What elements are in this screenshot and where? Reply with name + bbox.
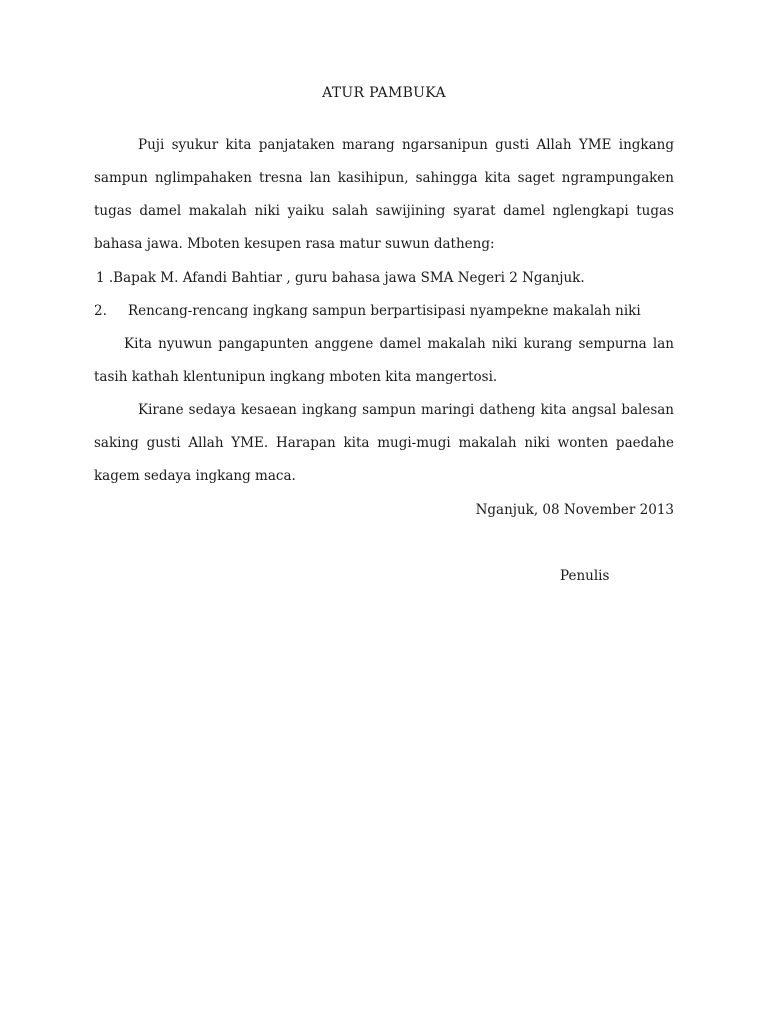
paragraph-closing: Kirane sedaya kesaean ingkang sampun maringi datheng kita angsal balesan saking gusti Allah YME. Harapan kita mugi-mugi makalah niki wonten paedahe kagem sedaya ingkang maca.: [94, 402, 674, 484]
paragraph-apology: Kita nyuwun pangapunten anggene damel makalah niki kurang sempurna lan tasih kathah klentunipun ingkang mboten kita mangertosi.: [94, 336, 674, 385]
paragraph-opening: Puji syukur kita panjataken marang ngarsanipun gusti Allah YME ingkang sampun nglimpahaken tresna lan kasihipun, sahingga kita saget ngrampungaken tugas damel makalah niki yaiku salah sawijining syarat damel nglengkapi tugas bahasa jawa. Mboten kesupen rasa matur suwun datheng:: [94, 137, 674, 252]
list-item-2-number: 2.: [94, 303, 107, 319]
list-item-2: [94, 295, 674, 328]
list-item-1: 1 .Bapak M. Afandi Bahtiar , guru bahasa jawa SMA Negeri 2 Nganjuk.: [96, 270, 585, 286]
place-date: Nganjuk, 08 November 2013: [475, 502, 674, 518]
document-title: ATUR PAMBUKA: [322, 85, 446, 101]
author-signature: Penulis: [560, 568, 610, 584]
list-item-2-text: Rencang-rencang ingkang sampun berpartisipasi nyampekne makalah niki: [128, 303, 641, 319]
